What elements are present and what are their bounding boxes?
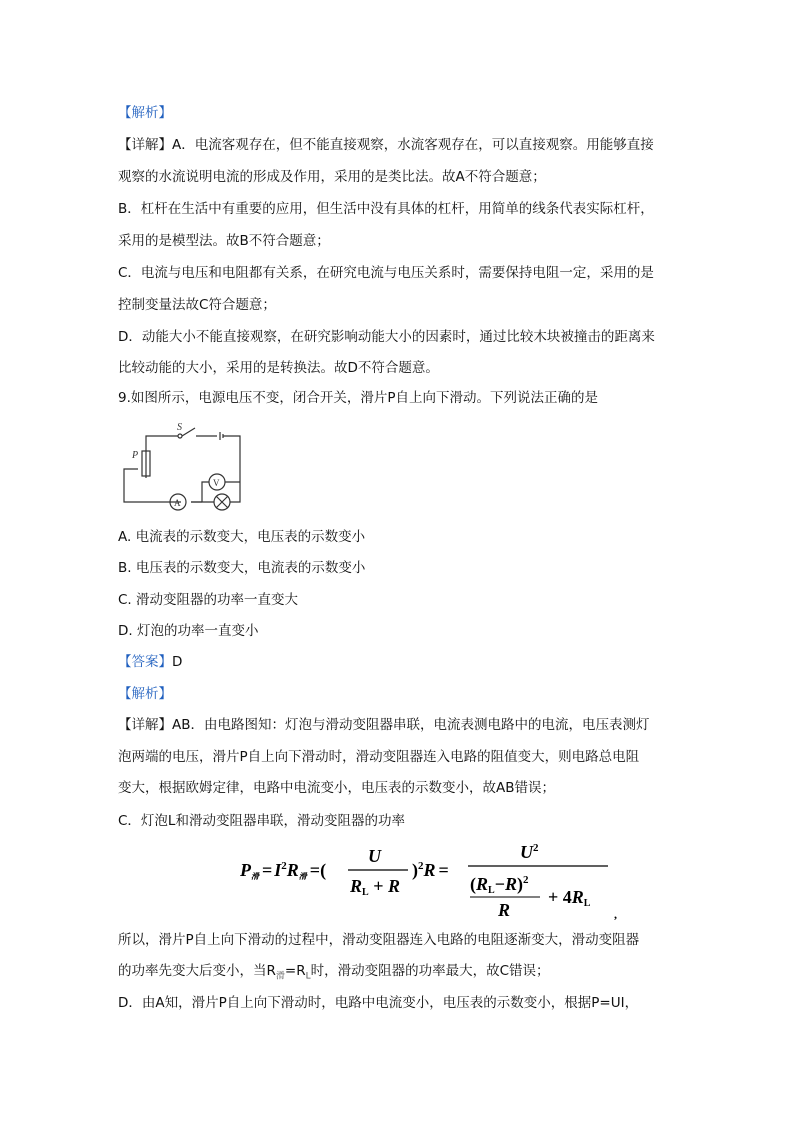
subscript: L (305, 971, 311, 982)
option-b: B. 电压表的示数变大，电流表的示数变小 (118, 560, 366, 576)
formula-middle: )$^2$R = (412, 860, 449, 880)
text-line: 采用的是模型法。故B不符合题意； (118, 233, 330, 249)
text-line: 比较动能的大小，采用的是转换法。故D不符合题意。 (118, 360, 439, 376)
formula-lhs: P滑 = $I^2R$滑 =( (240, 860, 327, 881)
circuit-diagram (122, 422, 252, 512)
question-stem: 9.如图所示，电源电压不变，闭合开关，滑片P自上向下滑动。下列说法正确的是 (118, 390, 599, 406)
text-segment: =R (284, 963, 306, 979)
analysis-header: 【解析】 (118, 105, 172, 121)
voltmeter-label: V (213, 478, 220, 488)
answer-label: 【答案】 (118, 654, 172, 670)
text-segment: 时，滑动变阻器的功率最大，故C错误； (310, 963, 550, 979)
fraction1-numerator: U (368, 846, 381, 866)
subscript: 滑 (275, 971, 285, 982)
option-c: C. 滑动变阻器的功率一直变大 (118, 592, 299, 608)
text-line: C．灯泡L和滑动变阻器串联，滑动变阻器的功率 (118, 813, 405, 829)
formula-plus-term: + 4RL (548, 887, 591, 909)
fraction2-numerator: $U^2$ (520, 842, 539, 862)
inner-numerator: $(RL-R)^2$ (470, 874, 529, 896)
text-line: B．杠杆在生活中有重要的应用，但生活中没有具体的杠杆，用简单的线条代表实际杠杆， (118, 201, 654, 217)
text-line: 所以，滑片P自上向下滑动的过程中，滑动变阻器连入电路的电阻逐渐变大，滑动变阻器 (118, 932, 640, 948)
text-line: 变大，根据欧姆定律，电路中电流变小，电压表的示数变小，故AB错误； (118, 780, 555, 796)
text-line (118, 962, 550, 986)
text-line: 【详解】A．电流客观存在，但不能直接观察，水流客观存在，可以直接观察。用能够直接 (118, 137, 654, 153)
text-line: 观察的水流说明电流的形成及作用，采用的是类比法。故A不符合题意； (118, 169, 546, 185)
answer-value: D (172, 654, 183, 670)
answer-line (118, 653, 182, 671)
fraction1-denominator: RL + R (350, 876, 400, 898)
option-a: A. 电流表的示数变大，电压表的示数变小 (118, 529, 366, 545)
inner-denominator: R (498, 900, 511, 920)
formula-comma: , (614, 907, 617, 921)
text-line: 泡两端的电压，滑片P自上向下滑动时，滑动变阻器连入电路的阻值变大，则电路总电阻 (118, 749, 640, 765)
power-formula (240, 836, 640, 926)
text-line: 控制变量法故C符合题意； (118, 297, 276, 313)
text-line: 【详解】AB．由电路图知：灯泡与滑动变阻器串联，电流表测电路中的电流，电压表测灯 (118, 717, 650, 733)
analysis-header: 【解析】 (118, 686, 172, 702)
text-line: D．动能大小不能直接观察，在研究影响动能大小的因素时，通过比较木块被撞击的距离来 (118, 329, 655, 345)
text-line: D．由A知，滑片P自上向下滑动时，电路中电流变小，电压表的示数变小，根据P=UI， (118, 995, 639, 1011)
switch-label: S (177, 422, 182, 433)
text-line: C．电流与电压和电阻都有关系，在研究电流与电压关系时，需要保持电阻一定，采用的是 (118, 265, 654, 281)
slider-label: P (132, 450, 139, 461)
ammeter-label: A (174, 498, 181, 508)
option-d: D. 灯泡的功率一直变小 (118, 623, 259, 639)
text-segment: 的功率先变大后变小，当R (118, 963, 276, 979)
